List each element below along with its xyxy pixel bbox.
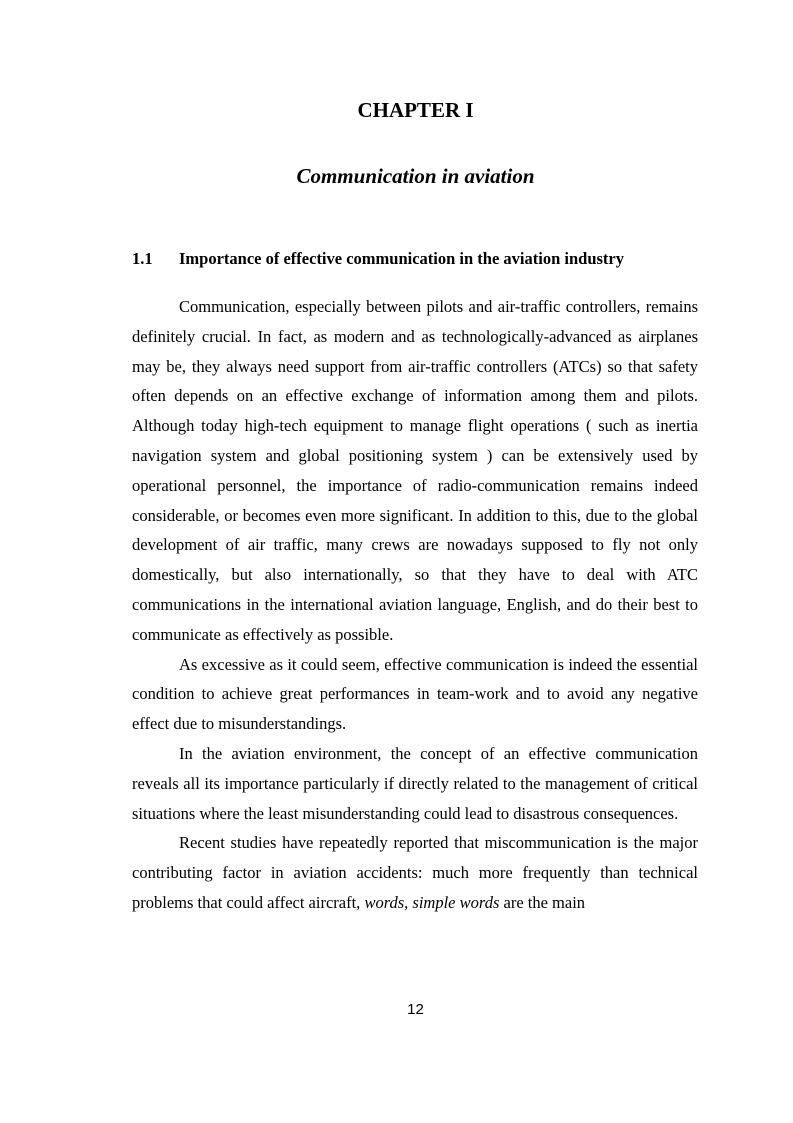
body-text: [132, 292, 698, 918]
paragraph: Communication, especially between pilots and air-traffic controllers, remains definitely crucial. In fact, as modern and as technologically-advanced as airplanes may be, they always need support from air-traffic controllers (ATCs) so that safety often depends on an effective exchange of information among them and pilots. Although today high-tech equipment to manage flight operations ( such as inertia navigation system and global positioning system ) can be extensively used by operational personnel, the importance of radio-communication remains indeed considerable, or becomes even more significant. In addition to this, due to the global development of air traffic, many crews are nowadays supposed to fly not only domestically, but also internationally, so that they have to deal with ATC communications in the international aviation language, English, and do their best to communicate as effectively as possible.: [132, 297, 698, 644]
paragraph-text: Recent studies have repeatedly reported that miscommunication is the major contributing factor in aviation accidents: much more frequently than technical problems that could affect aircraft,: [132, 833, 698, 912]
section-number: 1.1: [132, 249, 153, 268]
chapter-title: CHAPTER I: [357, 98, 474, 122]
paragraph: In the aviation environment, the concept of an effective communication reveals all its importance particularly if directly related to the management of critical situations where the least misunderstanding could lead to disastrous consequences.: [132, 743, 698, 823]
section-heading: [132, 247, 698, 271]
emphasized-text: words, simple words: [364, 892, 500, 912]
page-number: 12: [407, 1001, 424, 1018]
section-title: Importance of effective communication in the aviation industry: [179, 249, 624, 268]
chapter-subtitle: Communication in aviation: [296, 164, 535, 188]
paragraph: As excessive as it could seem, effective communication is indeed the essential condition to achieve great performances in team-work and to avoid any negative effect due to misunderstandings.: [132, 654, 698, 734]
paragraph-text-end: are the main: [503, 892, 586, 912]
paragraph-last: [132, 828, 698, 917]
